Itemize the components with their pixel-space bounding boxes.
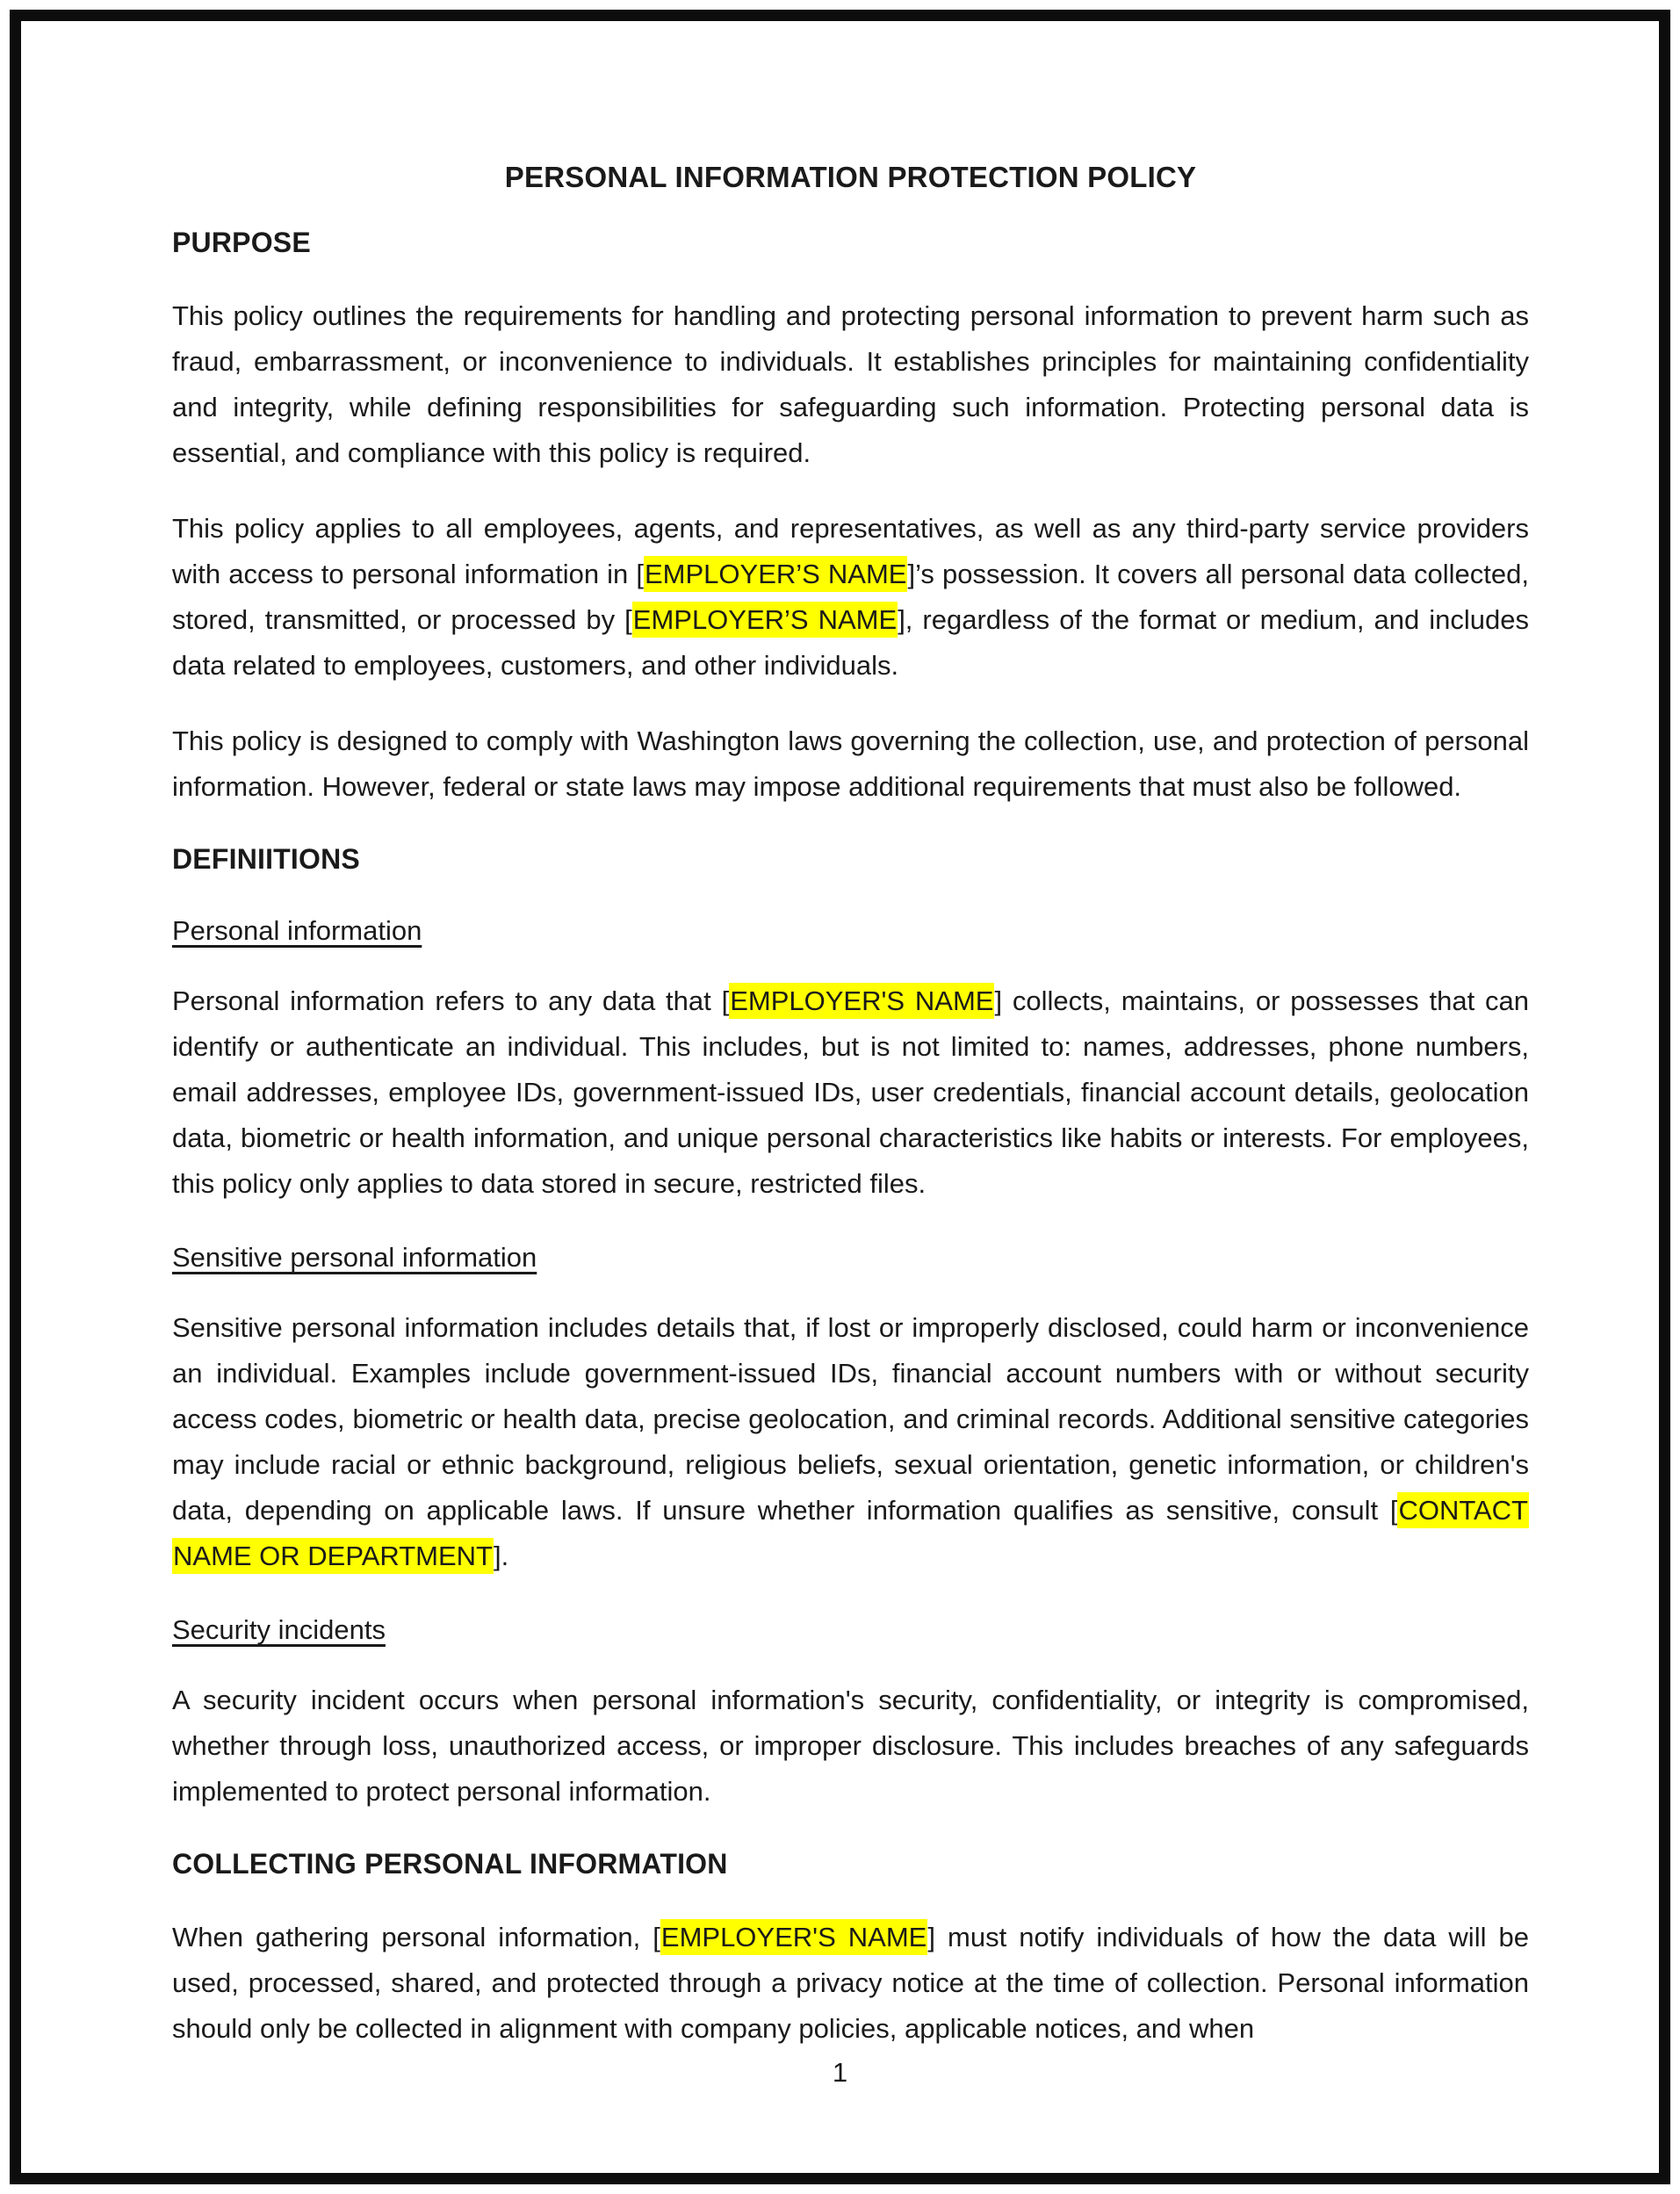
text-run: ] collects, maintains, or possesses that can identify or authenticate an individual. This includes, but is not limited to: names, addresses, phone numbers, email addresses, employee IDs, government-issued IDs, user credentials, financial account details, geolocation data, biometric or health information, and unique personal characteristics like habits or interests. For employees, this policy only applies to data stored in secure, restricted files. [172,985,1530,1199]
text-run: This policy outlines the requirements for handling and protecting personal information to prevent harm such as fraud, embarrassment, or inconvenience to individuals. It establishes principles for maintaining confidentiality and integrity, while defining responsibilities for safeguarding such information. Protecting personal data is essential, and compliance with this policy is required. [172,300,1529,468]
text-run: Sensitive personal information includes details that, if lost or improperly disclosed, could harm or inconvenience an individual. Examples include government-issued IDs, financial account numbers with or without security access codes, biometric or health data, precise geolocation, and criminal records. Additional sensitive categories may include racial or ethnic background, religious beliefs, sexual orientation, genetic information, or children's data, depending on applicable laws. If unsure whether information qualifies as sensitive, consult [ [172,1312,1529,1526]
placeholder-highlight: EMPLOYER'S NAME [660,1919,927,1955]
text-run: ]’s possession. It covers all personal data collected, stored, transmitted, or processed by [ [172,559,1529,635]
text-run: A security incident occurs when personal information's security, confidentiality, or integrity is compromised, whether through loss, unauthorized access, or improper disclosure. This includes breaches of any safeguards implemented to protect personal information. [172,1685,1529,1807]
text-run: When gathering personal information, [ [172,1922,660,1952]
compliance-paragraph [172,718,1529,810]
text-run: ]. [494,1541,509,1571]
placeholder-highlight: EMPLOYER’S NAME [632,602,898,638]
document-content [172,158,1529,2082]
purpose-paragraph [172,293,1529,476]
security-incidents-paragraph [172,1678,1529,1815]
placeholder-highlight: EMPLOYER'S NAME [729,983,994,1019]
sensitive-personal-information-subheading: Sensitive personal information [172,1242,537,1273]
document-body [172,223,1529,2052]
placeholder-highlight: CONTACT NAME OR DEPARTMENT [172,1492,1529,1574]
scope-paragraph [172,506,1529,689]
text-run: ] must notify individuals of how the data will be used, processed, shared, and protected through a privacy notice at the time of collection. Personal information should only be collected in alignment with company policies, applicable notices, and when [172,1922,1529,2044]
security-incidents-subheading: Security incidents [172,1614,386,1645]
sensitive-personal-information-paragraph [172,1305,1529,1579]
collecting-personal-information-heading: COLLECTING PERSONAL INFORMATION [172,1848,728,1880]
text-run: This policy is designed to comply with Washington laws governing the collection, use, and protection of personal information. However, federal or state laws may impose additional requirements that must also be followed. [172,725,1529,802]
text-run: ], regardless of the format or medium, and includes data related to employees, customers, and other individuals. [172,604,1529,681]
document-title: PERSONAL INFORMATION PROTECTION POLICY [504,161,1197,193]
text-run: Personal information refers to any data that [ [172,985,730,1016]
purpose-heading: PURPOSE [172,227,311,258]
definitions-heading: DEFINIITIONS [172,843,360,875]
placeholder-highlight: EMPLOYER’S NAME [644,556,908,592]
page-number: 1 [832,2057,848,2088]
collecting-paragraph [172,1915,1529,2052]
personal-information-subheading: Personal information [172,915,422,946]
text-run: This policy applies to all employees, agents, and representatives, as well as any third-party service providers with access to personal information in [ [172,513,1529,589]
personal-information-paragraph [172,978,1529,1207]
